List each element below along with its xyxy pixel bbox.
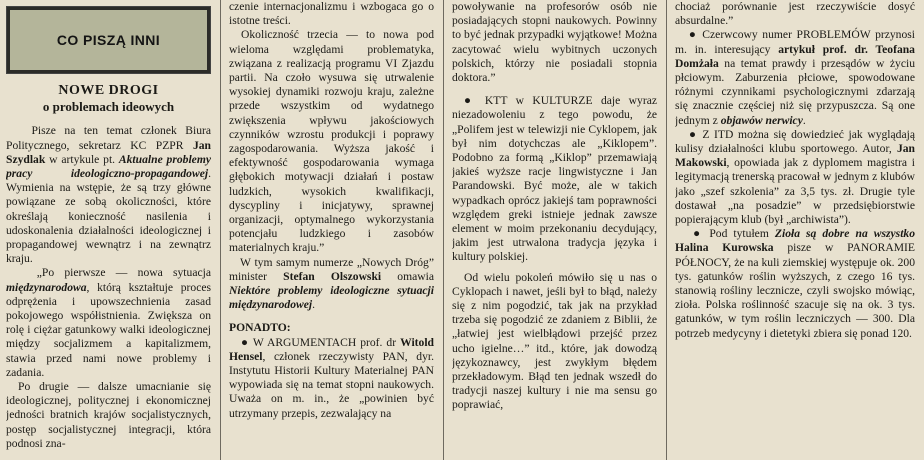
paragraph: ● Czerwcowy numer PROBLEMÓW przynosi m. in. interesujący artykuł prof. dr. Teofana Domżała na temat prawdy i przesądów w życiu płciowym. Zaburzenia płciowe, spowodowane różnymi czynnikami psychologicznymi zdarzają się znacznie częściej niż się przypuszcza. Są one jednym z objawów nerwicy. — [675, 28, 915, 127]
paragraph: ● Pod tytułem Zioła są dobre na wszystko Halina Kurowska pisze w PANORAMIE PÓŁNOCY, że na kuli ziemskiej występuje ok. 200 tys. gatunków roślin wyższych, z czego 16 tys. stanowią rośliny lecznicze, czyli swojsko mówiąc, zioła. Polska roślinność szacuje się na ok. 3 tys. gatunków, w tym roślin leczniczych — 300. Dla potrzeb medycyny i dietetyki zbiera się ponad 120. — [675, 227, 915, 340]
article-ref: Niektóre problemy ideologiczne sytuacji międzynarodowej — [229, 284, 434, 312]
author-name: Stefan Olszowski — [283, 269, 382, 283]
column-3 — [452, 0, 657, 460]
column-divider — [443, 0, 444, 460]
column-4 — [675, 0, 915, 460]
paragraph: Od wielu pokoleń mówiło się u nas o Cyklopach i nawet, jeśli był to błąd, należy się z nim pogodzić, tak jak na przykład trzeba się pogodzić ze zdaniem z Biblii, że „łatwiej jest wielbłądowi przejść przez ucho igielne…” itd., które, jak dowodzą językoznawcy, jest zwykłym błędem przekładowym. Błąd ten jednak wszedł do tradycji naszej kultury i nie ma sensu go poprawiać, — [452, 270, 657, 412]
column-2 — [229, 0, 434, 460]
author-name: Jan Makowski — [675, 142, 915, 170]
author-name: Halina Kurowska — [675, 241, 774, 255]
section-header-box — [6, 6, 211, 74]
author-name: Witold Hensel — [229, 335, 434, 363]
article-ref: Zioła są dobre na wszystko — [774, 227, 915, 241]
paragraph: Pisze na ten temat członek Biura Politycznego, sekretarz KC PZPR Jan Szydlak w artykule pt. Aktualne problemy pracy ideologiczno-propagandowej. Wymienia na wstępie, że są trzy główne powiązane ze sobą okoliczności, które określają konieczność nasilenia i udoskonalenia działalności ideologicznej i propagandowej wewnątrz i na zewnątrz kraju. — [6, 124, 211, 266]
ponadto-heading: PONADTO: — [229, 321, 291, 335]
paragraph: Po drugie — dalsze umacnianie się ideologicznej, politycznej i ekonomicznej jedności bratnich krajów socjalistycznych, postęp socjalistycznej integracji, która podnosi zna- — [6, 380, 211, 450]
author-name: Jan Szydlak — [6, 138, 211, 166]
article-subtitle: o problemach ideowych — [42, 99, 175, 115]
paragraph: Okoliczność trzecia — to nowa pod wieloma względami problematyka, związana z realizacją programu VI Zjazdu partii. Na czoło wysuwa się utrwalenie wysokiej dynamiki rozwoju kraju, zależne przede wszystkim od wydatnego zwiększenia wpływu jakościowych czynników wzrostu produkcji i poprawy zagospodarowania. Wyższa jakość i efektywność gospodarowania wymaga głębokich motywacji działań i postaw ludzkich, wysokich kwalifikacji, dyscypliny i inicjatywy, sprawnej organizacji, optymalnego wykorzystania potencjału ludzkiego i zasobów materialnych kraju.” — [229, 28, 434, 255]
column-1 — [6, 0, 211, 460]
paragraph: „Po pierwsze — nowa sytuacja międzynarodowa, którą kształtuje proces odprężenia i upowszechnienia zasad pokojowego współistnienia. Zwiększa on rolę i ciężar gatunkowy walki ideologicznej między socjalizmem a kapitalizmem, stawia przed nami nowe problemy i zadania. — [6, 266, 211, 379]
section-header: CO PISZĄ INNI — [10, 10, 207, 70]
column-divider — [220, 0, 221, 460]
author-name: artykuł prof. dr. Teofana Domżała — [675, 42, 915, 70]
paragraph: chociaż porównanie jest rzeczywiście dosyć absurdalne.” — [675, 0, 915, 28]
paragraph: ● Z ITD można się dowiedzieć jak wyglądają kulisy działalności klubu sportowego. Autor, Jan Makowski, opowiada jak z dyplomem magistra i legitymacją trenerską pracował w jednym z klubów jako „szef szkolenia” za 3,5 tys. zł. Drugie tyle dostawał „na posadzie” w przedsiębiorstwie popierającym klub (był „archiwista”). — [675, 127, 915, 227]
paragraph: powoływanie na profesorów osób nie posiadających stopni naukowych. Powinny to być jednak przypadki wyjątkowe! Można zacytować wielu wybitnych uczonych polskich, którzy nie posiadali stopnia doktora.” — [452, 0, 657, 85]
emphasis: międzynarodowa — [6, 280, 87, 294]
emphasis: objawów nerwicy — [720, 113, 803, 127]
paragraph: W tym samym numerze „Nowych Dróg” minister Stefan Olszowski omawia Niektóre problemy ideologiczne sytuacji międzynarodowej. — [229, 255, 434, 312]
article-title: NOWE DROGI — [58, 83, 159, 98]
paragraph: ● W ARGUMENTACH prof. dr Witold Hensel, członek rzeczywisty PAN, dyr. Instytutu Historii Kultury Materialnej PAN wypowiada się na temat stopni naukowych. Uważa on m. in., że „powinien być utrzymany przepis, zezwalający na — [229, 335, 434, 420]
column-divider — [666, 0, 667, 460]
article-ref: Aktualne problemy pracy ideologiczno-propagandowej — [6, 152, 211, 181]
paragraph: ● KTT w KULTURZE daje wyraz niezadowoleniu z tego powodu, że „Polifem jest w telewizji nie Cyklopem, jak był nim dotychczas ale „Kiklopem”. Podobno za formą „Kiklop” przemawiają jakieś wyższe racje lingwistyczne i Jan Parandowski. Być może, ale w takich wypadkach oprócz jakiejś tam poprawności względem greki istnieje jednak zawsze element w moim przekonaniu decydujący, jakim jest utrwalona tradycja języka i kultury polskiej. — [452, 94, 657, 264]
paragraph: czenie internacjonalizmu i wzbogaca go o istotne treści. — [229, 0, 434, 28]
